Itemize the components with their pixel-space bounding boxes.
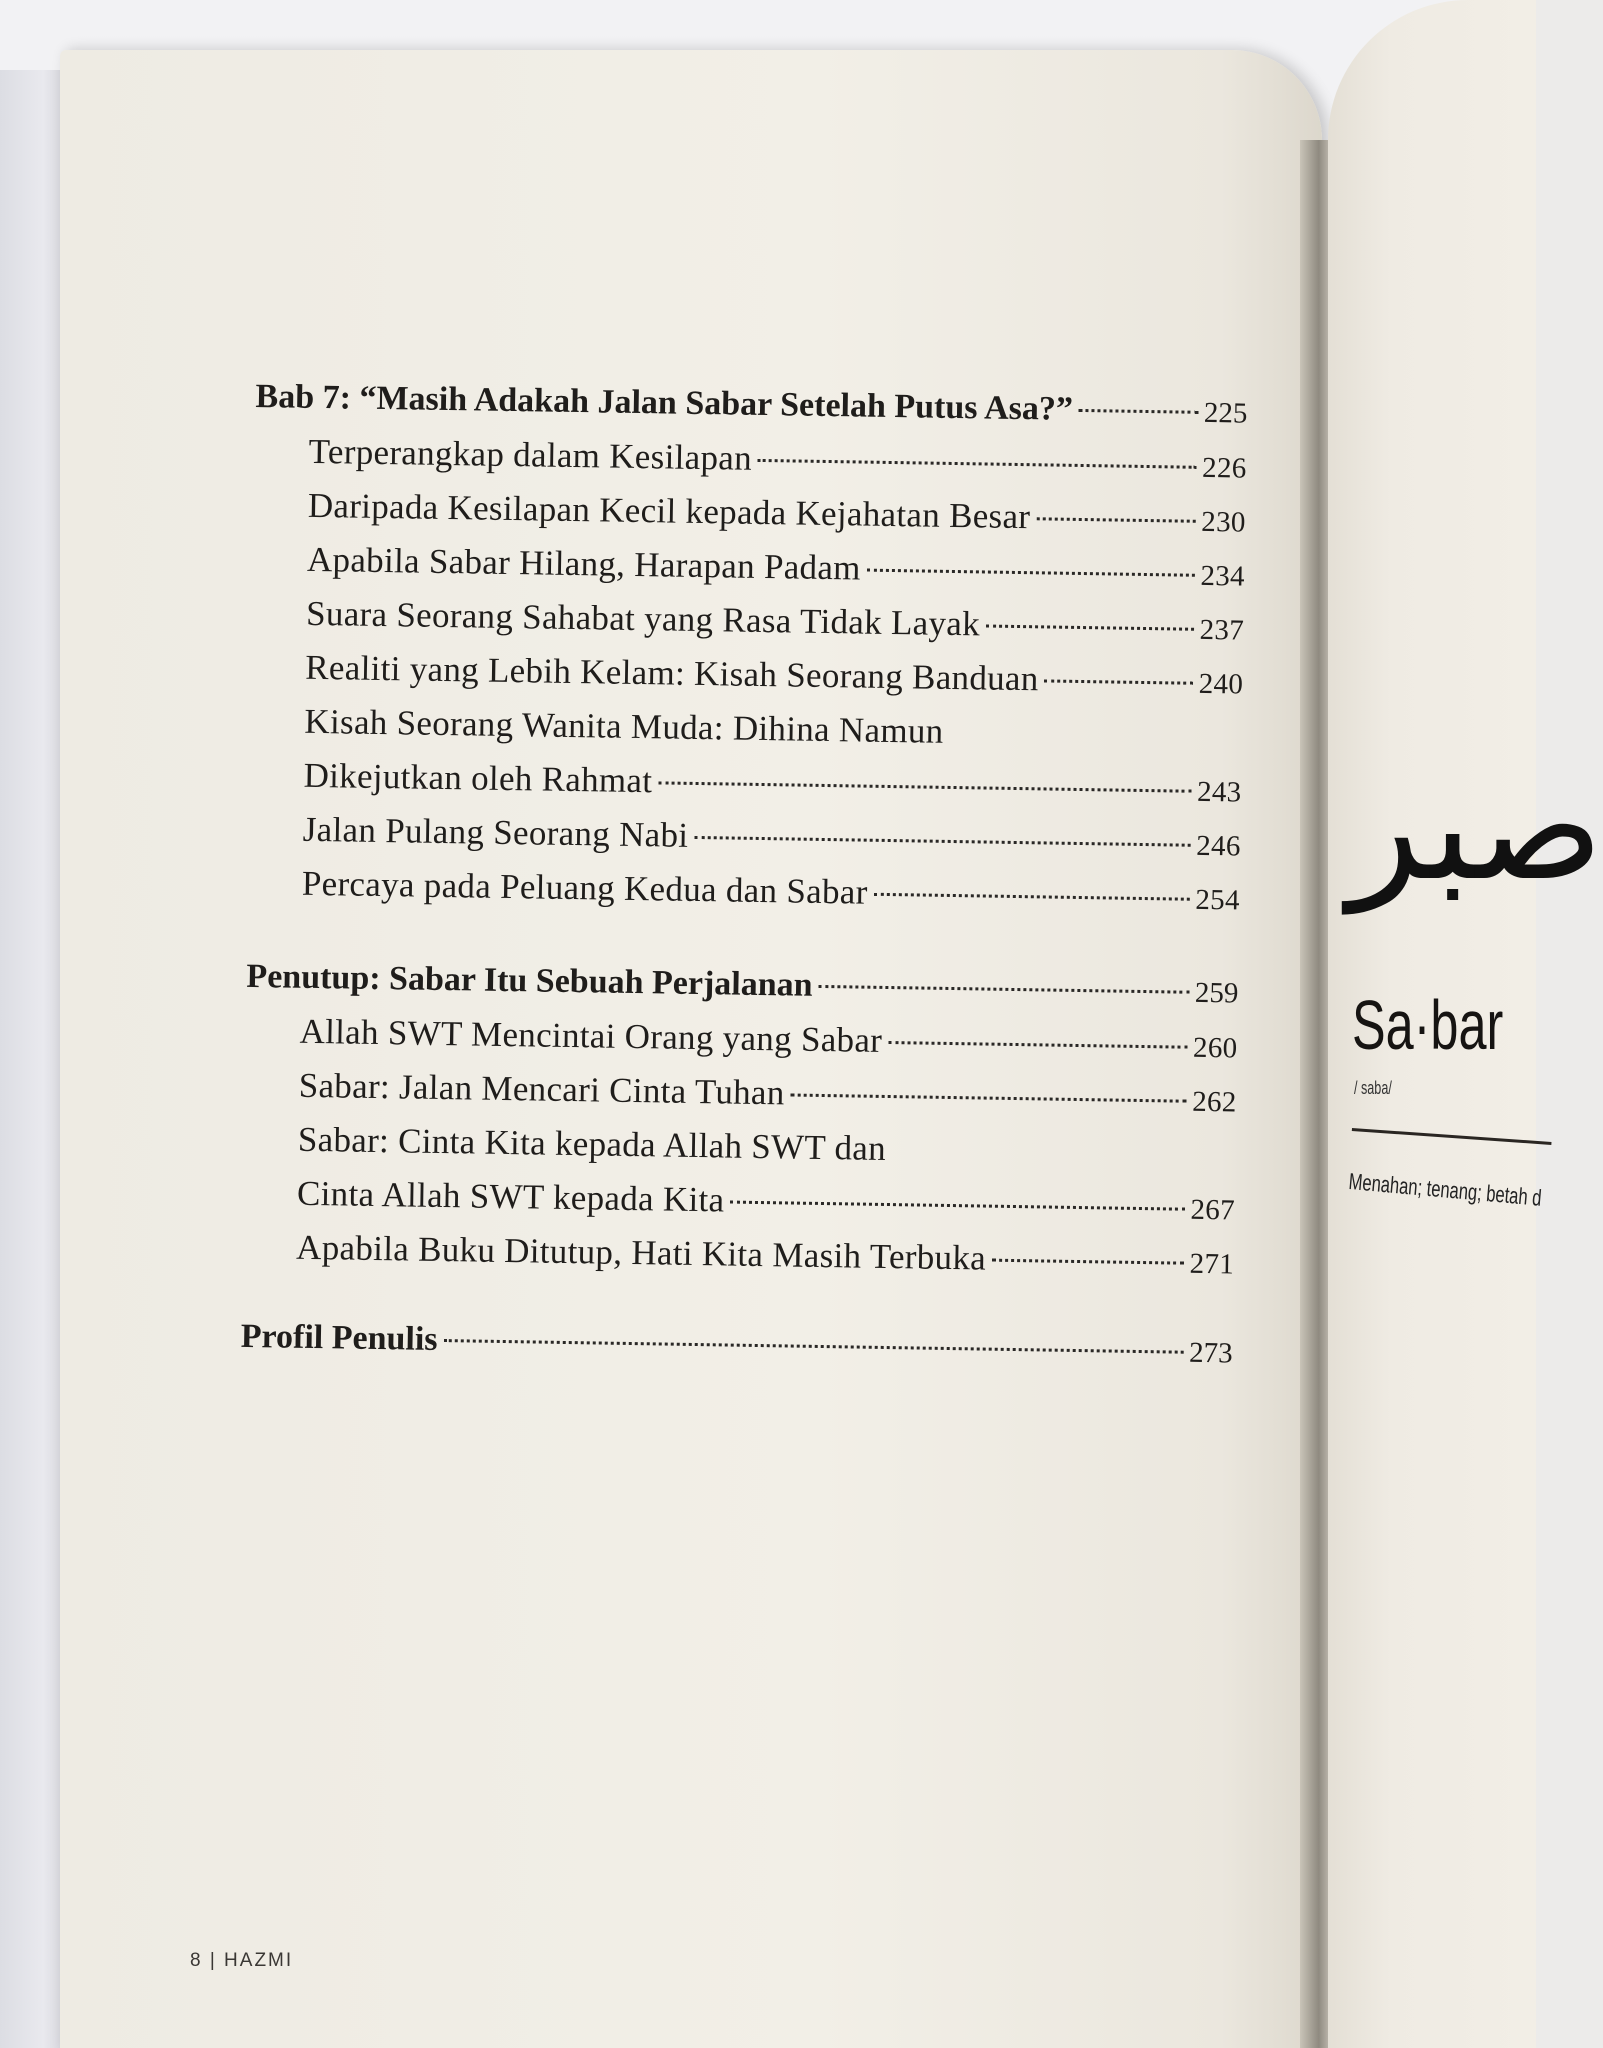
toc-page-number: 237 bbox=[1199, 613, 1245, 647]
dot-leader bbox=[992, 1259, 1184, 1265]
dot-leader bbox=[1036, 517, 1195, 522]
dot-leader bbox=[986, 624, 1194, 630]
toc-entry-title: Daripada Kesilapan Kecil kepada Kejahatan Besar bbox=[307, 485, 1031, 537]
dot-leader bbox=[819, 985, 1189, 994]
dot-leader bbox=[758, 459, 1196, 469]
dot-leader bbox=[658, 781, 1191, 792]
dot-leader bbox=[888, 1041, 1187, 1049]
page-footer: 8 | HAZMI bbox=[190, 1950, 294, 1971]
toc-page-number: 243 bbox=[1196, 775, 1242, 809]
toc-entry-title: Percaya pada Peluang Kedua dan Sabar bbox=[301, 863, 868, 912]
dot-leader bbox=[444, 1339, 1184, 1354]
toc-entry-title: Apabila Buku Ditutup, Hati Kita Masih Terbuka bbox=[295, 1227, 987, 1278]
toc-entry-title: Jalan Pulang Seorang Nabi bbox=[302, 809, 689, 855]
pronunciation: / saba/ bbox=[1354, 1078, 1392, 1098]
dot-leader bbox=[730, 1201, 1184, 1211]
toc-page-number: 234 bbox=[1200, 559, 1246, 593]
table-of-contents bbox=[240, 370, 1247, 1379]
toc-entry-title: Suara Seorang Sahabat yang Rasa Tidak Layak bbox=[305, 593, 981, 644]
toc-page-number: 254 bbox=[1195, 883, 1241, 917]
toc-entry-title: Bab 7: “Masih Adakah Jalan Sabar Setelah Putus Asa?” bbox=[255, 377, 1074, 428]
book-cover-edge bbox=[0, 70, 62, 2048]
toc-entry-title: Penutup: Sabar Itu Sebuah Perjalanan bbox=[246, 957, 813, 1004]
toc-page-number: 259 bbox=[1194, 976, 1239, 1010]
toc-entry-title: Sabar: Cinta Kita kepada Allah SWT dan bbox=[297, 1119, 887, 1168]
toc-page-number: 225 bbox=[1203, 396, 1248, 430]
dot-leader bbox=[791, 1093, 1187, 1102]
toc-entry-title: Terperangkap dalam Kesilapan bbox=[308, 431, 753, 478]
toc-page-number: 267 bbox=[1190, 1193, 1236, 1227]
dictionary-headword: Sa·bar bbox=[1352, 986, 1504, 1064]
dot-leader bbox=[1079, 409, 1198, 414]
divider bbox=[1352, 1128, 1552, 1145]
dot-leader bbox=[694, 836, 1190, 847]
toc-entry-title: Profil Penulis bbox=[240, 1317, 438, 1358]
toc-page-number: 273 bbox=[1188, 1336, 1233, 1370]
toc-entry-title: Sabar: Jalan Mencari Cinta Tuhan bbox=[298, 1065, 785, 1113]
toc-page-number: 230 bbox=[1201, 505, 1246, 539]
toc-entry-title: Kisah Seorang Wanita Muda: Dihina Namun bbox=[304, 701, 944, 751]
toc-page-number: 262 bbox=[1191, 1085, 1237, 1119]
toc-entry-title: Realiti yang Lebih Kelam: Kisah Seorang Banduan bbox=[305, 647, 1039, 699]
toc-entry-title: Apabila Sabar Hilang, Harapan Padam bbox=[306, 539, 862, 588]
right-page bbox=[1328, 0, 1603, 2048]
arabic-word: صبر bbox=[1348, 740, 1603, 914]
toc-entry-title: Cinta Allah SWT kepada Kita bbox=[296, 1173, 725, 1220]
toc-page-number: 246 bbox=[1195, 829, 1241, 863]
toc-page-number: 260 bbox=[1192, 1031, 1238, 1065]
toc-page-number: 226 bbox=[1201, 451, 1247, 485]
toc-page-number: 240 bbox=[1198, 667, 1244, 701]
toc-entry-title: Allah SWT Mencintai Orang yang Sabar bbox=[299, 1011, 883, 1060]
dot-leader bbox=[1045, 679, 1193, 684]
toc-entry-title: Dikejutkan oleh Rahmat bbox=[303, 755, 653, 801]
toc-page-number: 271 bbox=[1189, 1247, 1235, 1281]
dot-leader bbox=[867, 569, 1195, 577]
dot-leader bbox=[874, 893, 1190, 901]
definition-text: Menahan; tenang; betah d bbox=[1347, 1168, 1543, 1211]
